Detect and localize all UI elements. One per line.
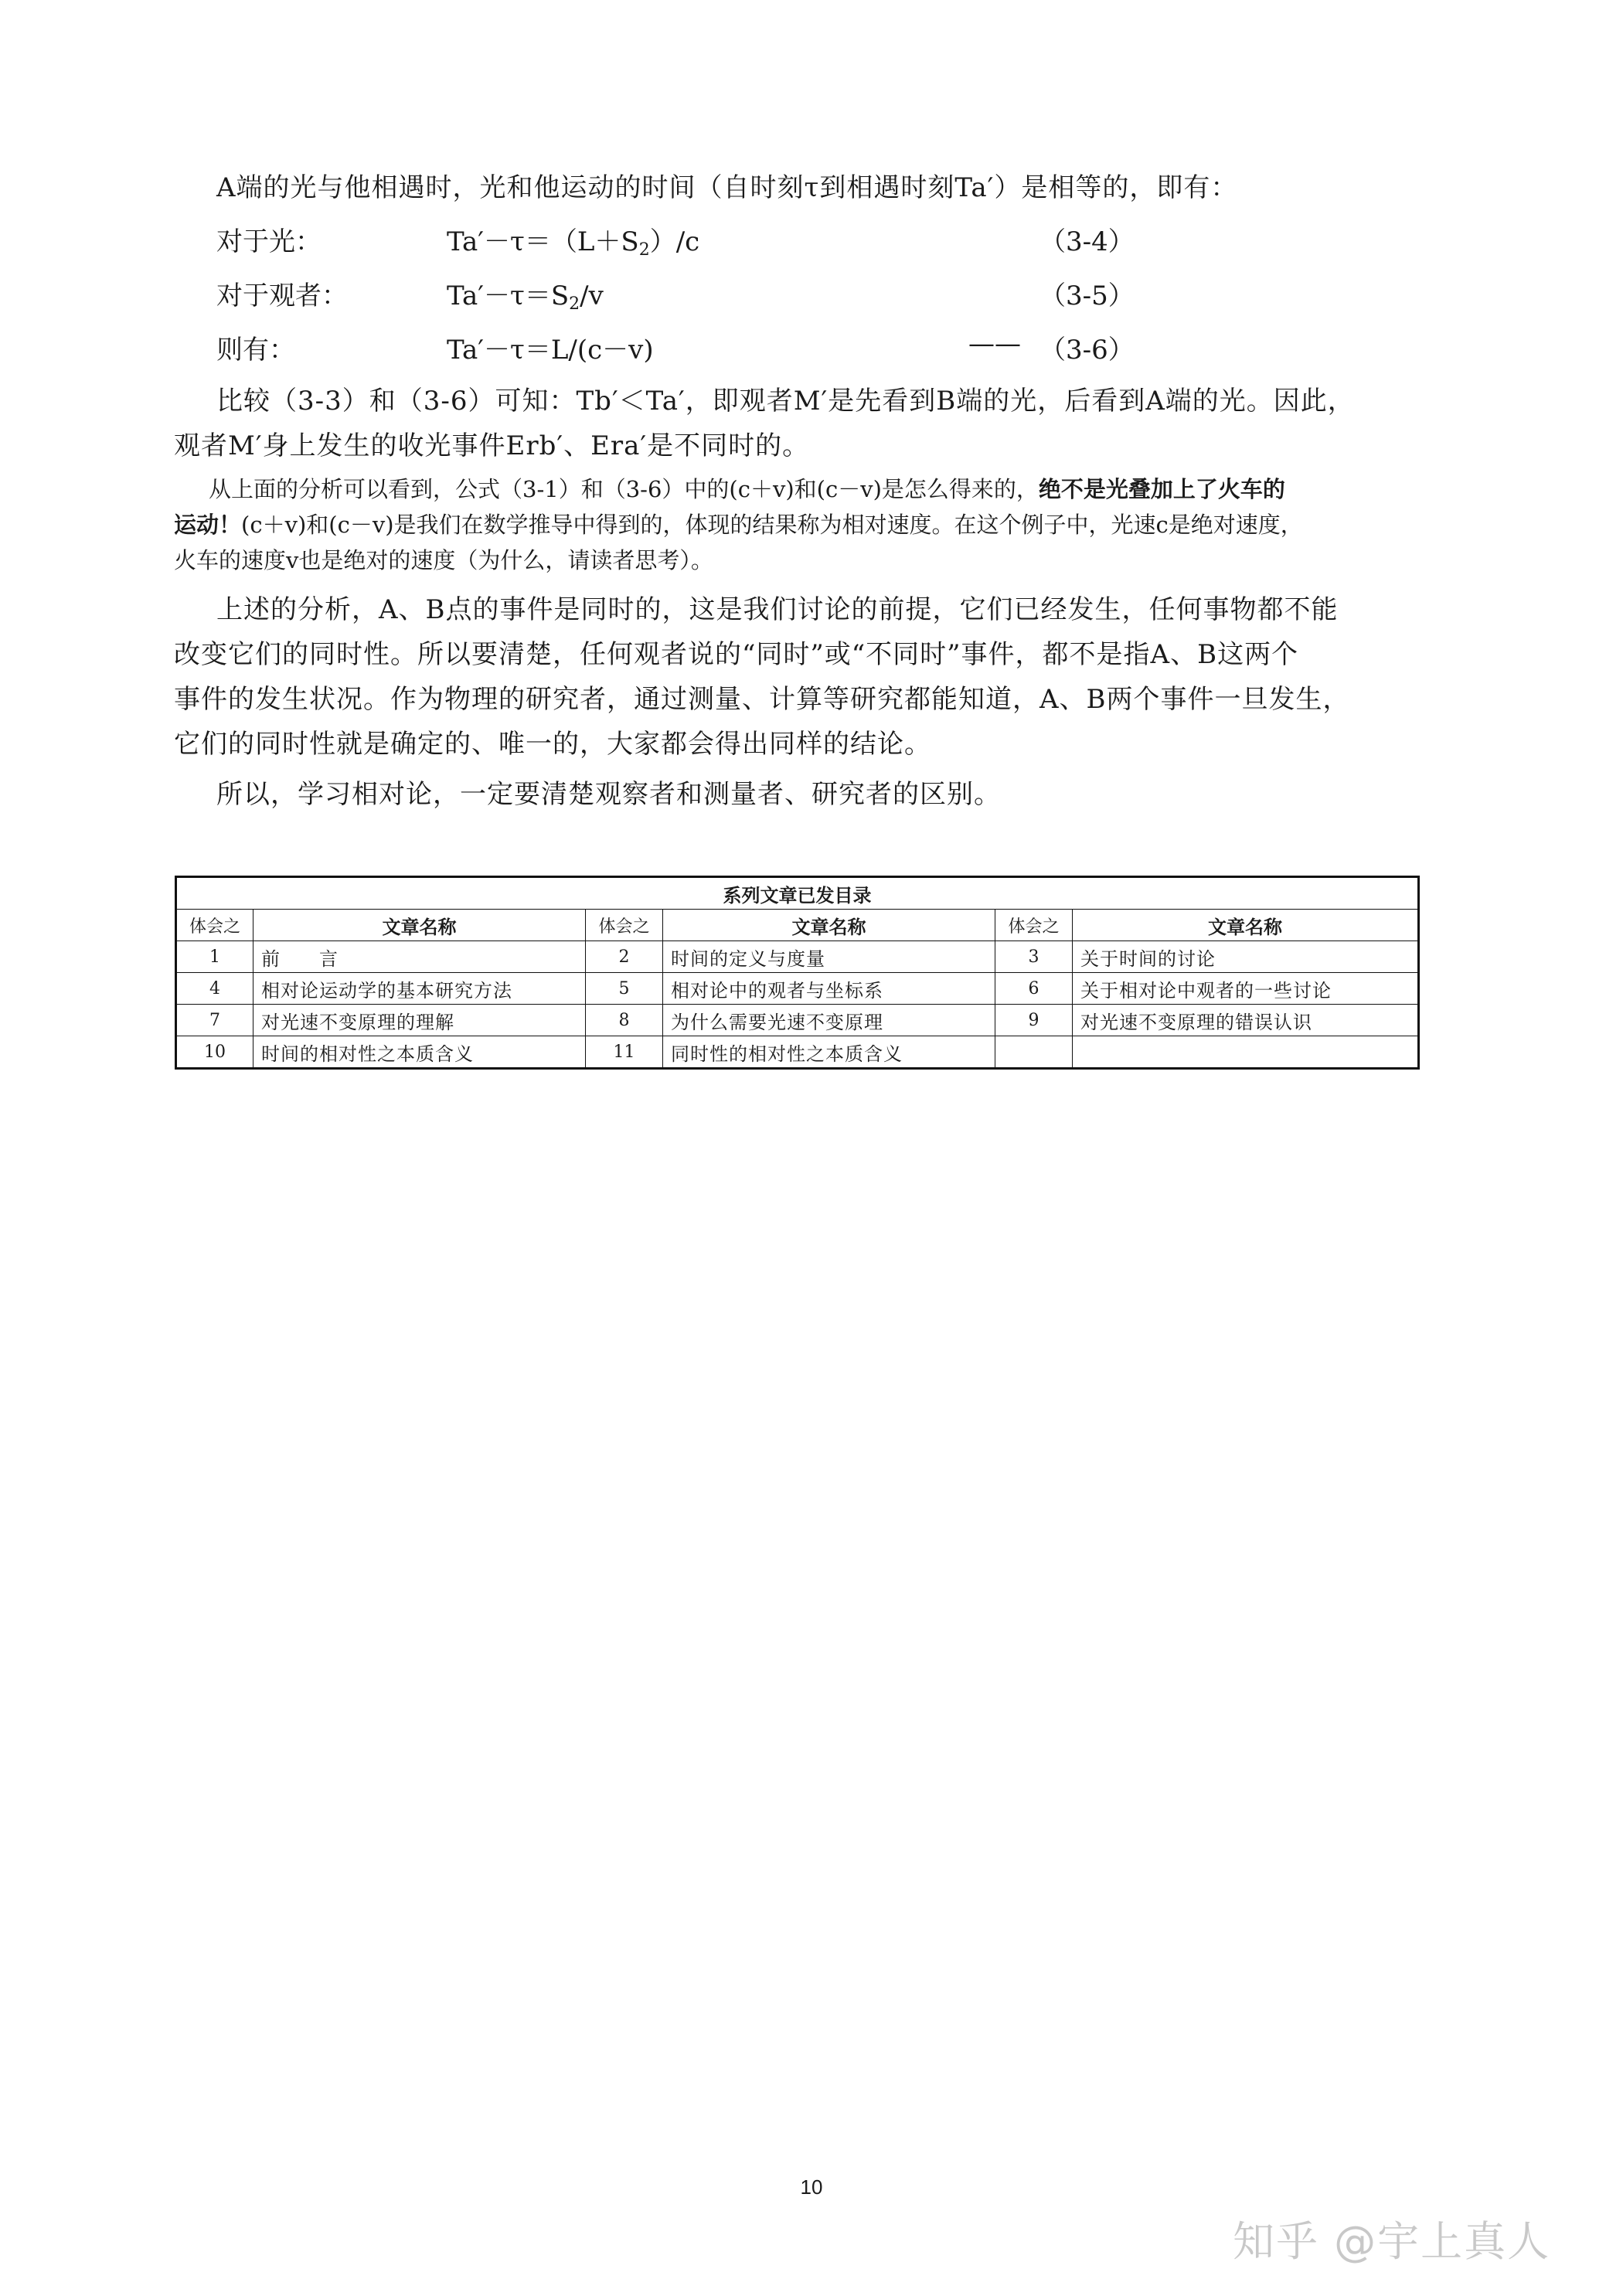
- equation-label: 对于光：: [216, 226, 322, 257]
- toc-name-header: 文章名称: [253, 910, 586, 941]
- toc-num-cell: 6: [995, 973, 1073, 1005]
- text-line: 事件的发生状况。作为物理的研究者，通过测量、计算等研究都能知道，A、B两个事件一旦发生，: [174, 684, 1350, 715]
- toc-num-cell: 7: [176, 1005, 253, 1036]
- toc-num-cell: 8: [586, 1005, 663, 1036]
- text-line: 运动！(c＋v)和(c－v)是我们在数学推导中得到的，体现的结果称为相对速度。在这个例子中，光速c是绝对速度，: [174, 512, 1303, 538]
- equation-number: （3-6）: [1039, 335, 1135, 366]
- toc-num-cell: 10: [176, 1036, 253, 1069]
- text-line: 比较（3-3）和（3-6）可知：Tb′＜Ta′，即观者M′是先看到B端的光，后看到A端的光。因此，: [216, 386, 1355, 417]
- toc-num-cell: 2: [586, 941, 663, 973]
- toc-name-header: 文章名称: [1073, 910, 1419, 941]
- toc-num-header: 体会之: [176, 910, 253, 941]
- toc-title-cell: 相对论运动学的基本研究方法: [253, 973, 586, 1005]
- table-row: [176, 941, 1419, 973]
- equation-number: （3-4）: [1039, 226, 1135, 257]
- toc-num-cell: [995, 1036, 1073, 1069]
- text-line: 改变它们的同时性。所以要清楚，任何观者说的“同时”或“不同时”事件，都不是指A、B这两个: [174, 639, 1299, 670]
- intro-line: A端的光与他相遇时，光和他运动的时间（自时刻τ到相遇时刻Ta′）是相等的，即有：: [216, 172, 1238, 203]
- page-number: 10: [800, 2175, 823, 2199]
- table-row: [176, 1036, 1419, 1069]
- toc-title-cell: 前 言: [253, 941, 586, 973]
- equation-dash: ——: [968, 328, 1021, 359]
- series-toc-table: [175, 876, 1420, 1070]
- toc-name-header: 文章名称: [663, 910, 995, 941]
- toc-num-cell: 1: [176, 941, 253, 973]
- toc-num-cell: 5: [586, 973, 663, 1005]
- simultaneity-paragraph: [174, 587, 1480, 767]
- equation-number: （3-5）: [1039, 281, 1135, 311]
- text-line: 上述的分析，A、B点的事件是同时的，这是我们讨论的前提，它们已经发生，任何事物都不能: [216, 594, 1339, 625]
- table-row: [176, 1005, 1419, 1036]
- toc-caption-row: [176, 877, 1419, 910]
- toc-num-header: 体会之: [995, 910, 1073, 941]
- table-row: [176, 973, 1419, 1005]
- toc-title-cell: [1073, 1036, 1419, 1069]
- analysis-paragraph: [174, 471, 1480, 578]
- toc-num-header: 体会之: [586, 910, 663, 941]
- compare-paragraph: [174, 379, 1480, 468]
- watermark: 知乎 @宇上真人: [1233, 2217, 1551, 2266]
- toc-title-cell: 时间的定义与度量: [663, 941, 995, 973]
- toc-num-cell: 11: [586, 1036, 663, 1069]
- text-line: 观者M′身上发生的收光事件Erb′、Era′是不同时的。: [174, 430, 810, 461]
- toc-num-cell: 3: [995, 941, 1073, 973]
- emphasis-text: 运动！: [174, 512, 242, 538]
- equation-label: 则有：: [216, 335, 295, 366]
- toc-title-cell: 同时性的相对性之本质含义: [663, 1036, 995, 1069]
- toc-num-cell: 9: [995, 1005, 1073, 1036]
- toc-title-cell: 时间的相对性之本质含义: [253, 1036, 586, 1069]
- text-line: 它们的同时性就是确定的、唯一的，大家都会得出同样的结论。: [174, 729, 931, 760]
- conclusion-line: 所以，学习相对论，一定要清楚观察者和测量者、研究者的区别。: [216, 779, 1001, 810]
- text-line: 从上面的分析可以看到，公式（3-1）和（3-6）中的(c＋v)和(c－v)是怎么得来的，绝不是光叠加上了火车的: [209, 476, 1285, 502]
- equation-body: $Ta'-\tau=(L+S_2)/c$: [447, 226, 700, 260]
- equation-label: 对于观者：: [216, 281, 348, 311]
- toc-num-cell: 4: [176, 973, 253, 1005]
- equation-body: Ta′－τ＝L/(c－v): [447, 335, 654, 366]
- toc-title-cell: 相对论中的观者与坐标系: [663, 973, 995, 1005]
- toc-title-cell: 关于相对论中观者的一些讨论: [1073, 973, 1419, 1005]
- toc-title-cell: 对光速不变原理的错误认识: [1073, 1005, 1419, 1036]
- toc-title-cell: 为什么需要光速不变原理: [663, 1005, 995, 1036]
- emphasis-text: 绝不是光叠加上了火车的: [1038, 476, 1285, 502]
- text-line: 火车的速度v也是绝对的速度（为什么，请读者思考）。: [174, 547, 713, 573]
- toc-caption: 系列文章已发目录: [176, 877, 1419, 910]
- equation-body: $Ta'-\tau=S_2/v$: [447, 281, 604, 314]
- toc-title-cell: 关于时间的讨论: [1073, 941, 1419, 973]
- toc-title-cell: 对光速不变原理的理解: [253, 1005, 586, 1036]
- toc-header-row: [176, 910, 1419, 941]
